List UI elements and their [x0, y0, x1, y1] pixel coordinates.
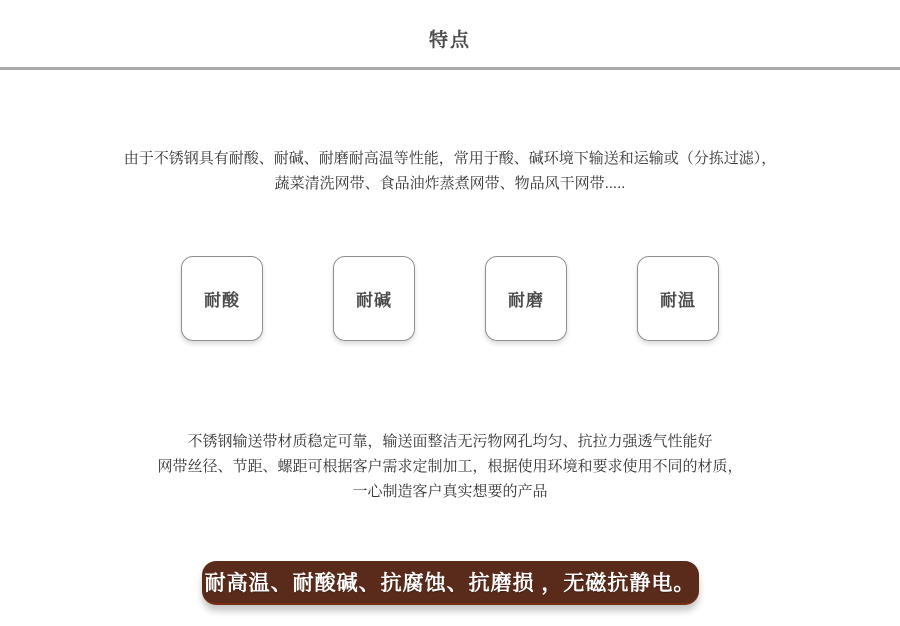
- highlight-banner: [202, 561, 699, 605]
- feature-box-temperature: [637, 256, 719, 341]
- feature-label-alkali: 耐碱: [356, 291, 392, 310]
- feature-label-wear: 耐磨: [508, 291, 544, 310]
- description-line-2: 网带丝径、节距、螺距可根据客户需求定制加工，根据使用环境和要求使用不同的材质，: [157, 458, 743, 475]
- highlight-banner-text: 耐高温、耐酸碱、抗腐蚀、抗磨损 ，无磁抗静电。: [204, 572, 696, 595]
- description-line-3: 一心制造客户真实想要的产品: [352, 483, 548, 500]
- title-divider: [0, 67, 900, 70]
- feature-label-temperature: 耐温: [660, 291, 696, 310]
- feature-box-alkali: [333, 256, 415, 341]
- intro-paragraph: [0, 146, 900, 196]
- description-line-1: 不锈钢输送带材质稳定可靠，输送面整洁无污物网孔均匀、抗拉力强透气性能好: [187, 433, 713, 450]
- feature-box-wear: [485, 256, 567, 341]
- page-title: 特点: [428, 30, 471, 51]
- intro-line-2: 蔬菜清洗网带、食品油炸蒸煮网带、物品风干网带.....: [274, 175, 626, 192]
- feature-box-acid: [181, 256, 263, 341]
- intro-line-1: 由于不锈钢具有耐酸、耐碱、耐磨耐高温等性能，常用于酸、碱环境下输送和运输或（分拣过滤），: [123, 150, 777, 167]
- feature-label-acid: 耐酸: [204, 291, 240, 310]
- description-paragraph: [0, 429, 900, 504]
- feature-badge-row: [0, 256, 900, 341]
